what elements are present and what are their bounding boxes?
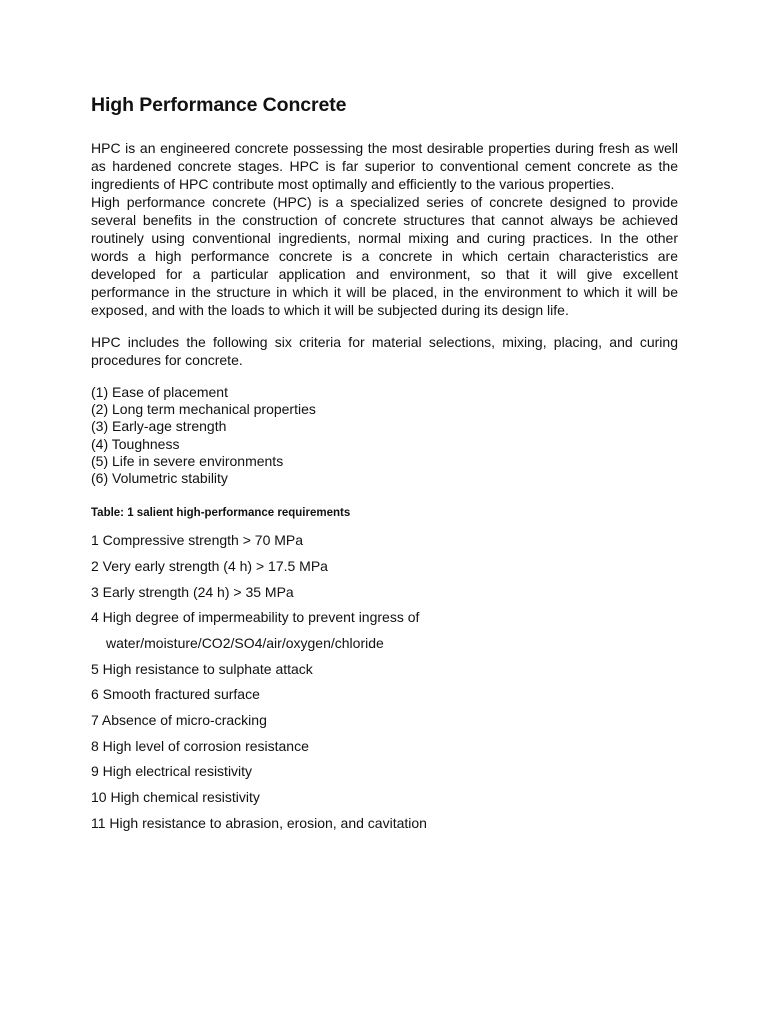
requirement-item: 2 Very early strength (4 h) > 17.5 MPa <box>91 557 328 574</box>
requirement-item-continuation: water/moisture/CO2/SO4/air/oxygen/chloride <box>106 634 384 651</box>
criteria-item: (3) Early-age strength <box>91 418 227 435</box>
criteria-item: (6) Volumetric stability <box>91 470 228 487</box>
intro-paragraph: HPC is an engineered concrete possessing the most desirable properties during fresh as well as hardened concrete stages. HPC is far superior to conventional cement concrete as the ingredients of HPC contribute most optimally and efficiently to the various properties. <box>91 140 678 192</box>
document-title: High Performance Concrete <box>91 94 347 116</box>
requirement-item: 11 High resistance to abrasion, erosion, and cavitation <box>91 814 427 831</box>
criteria-item: (5) Life in severe environments <box>91 452 284 469</box>
requirement-item: 3 Early strength (24 h) > 35 MPa <box>91 583 294 600</box>
requirement-item: 4 High degree of impermeability to prevent ingress of <box>91 609 420 626</box>
requirement-item: 6 Smooth fractured surface <box>91 686 260 703</box>
requirement-item: 9 High electrical resistivity <box>91 763 253 780</box>
table-caption: Table: 1 salient high-performance requirements <box>91 507 351 520</box>
requirement-item: 7 Absence of micro-cracking <box>91 712 267 729</box>
requirement-item: 5 High resistance to sulphate attack <box>91 660 313 677</box>
requirement-item: 1 Compressive strength > 70 MPa <box>91 532 304 549</box>
requirement-item: 8 High level of corrosion resistance <box>91 737 309 754</box>
criteria-intro-paragraph: HPC includes the following six criteria for material selections, mixing, placing, and curing procedures for concrete. <box>91 334 678 368</box>
requirement-item: 10 High chemical resistivity <box>91 789 260 806</box>
criteria-item: (1) Ease of placement <box>91 384 228 400</box>
document-page <box>91 93 678 839</box>
requirements-list <box>91 531 678 832</box>
definition-paragraph: High performance concrete (HPC) is a specialized series of concrete designed to provide several benefits in the construction of concrete structures that cannot always be achieved routinely using conventional ingredients, normal mixing and curing practices. In the other words a high performance concrete is a concrete in which certain characteristics are developed for a particular application and environment, so that it will give excellent performance in the structure in which it will be placed, in the environment to which it will be exposed, and with the loads to which it will be subjected during its design life. <box>91 194 678 318</box>
criteria-item: (2) Long term mechanical properties <box>91 401 316 418</box>
criteria-item: (4) Toughness <box>91 435 180 452</box>
criteria-list <box>91 384 678 487</box>
